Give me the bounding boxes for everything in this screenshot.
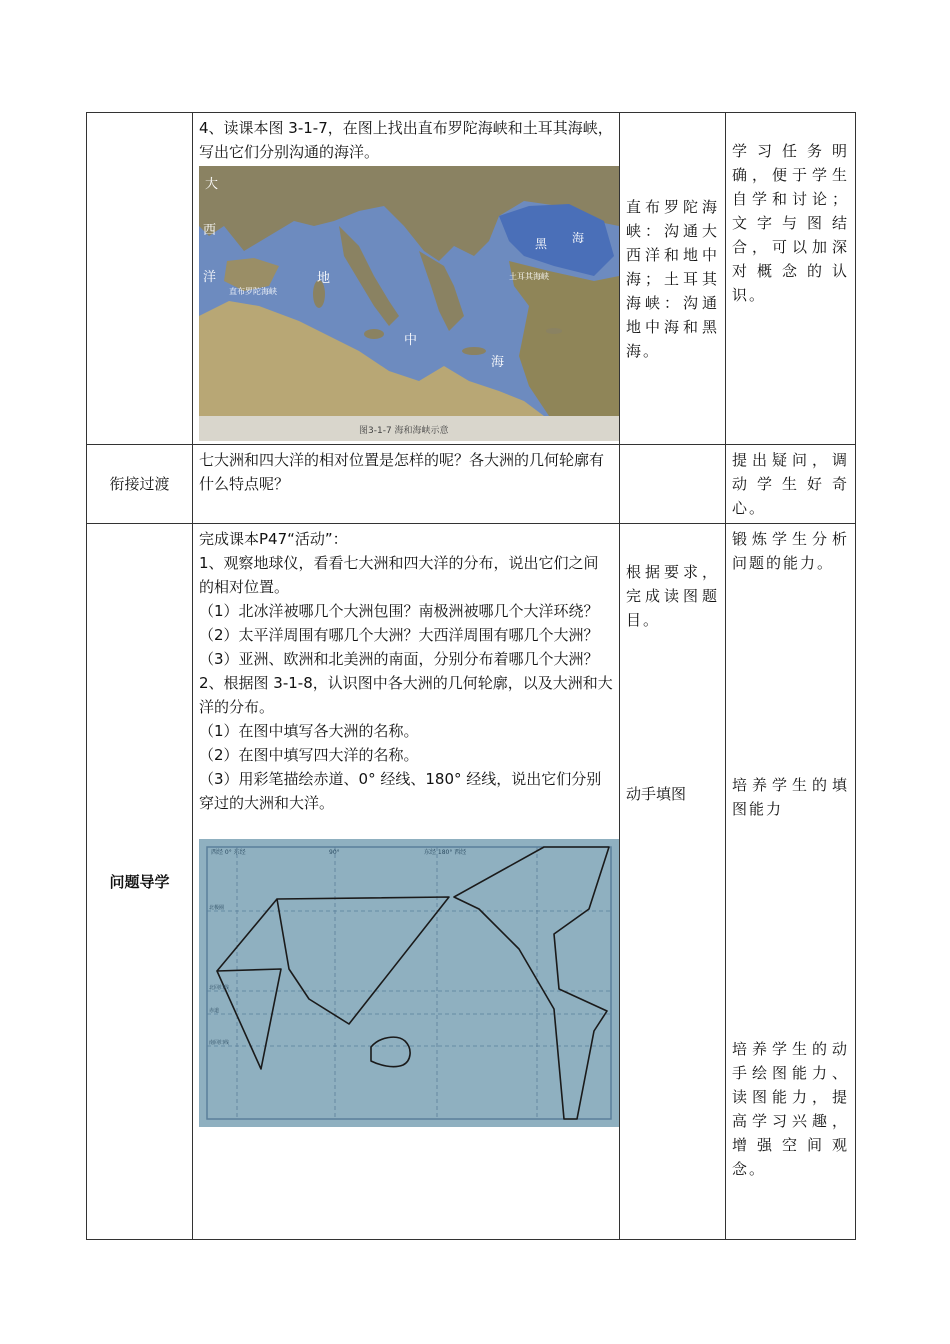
activity-cell bbox=[193, 113, 620, 445]
activity-text: （3）亚洲、欧洲和北美洲的南面，分别分布着哪几个大洲？ bbox=[199, 650, 599, 668]
table-row bbox=[87, 113, 856, 445]
grid-label-top-left: 西经 0° 东经 bbox=[211, 849, 246, 856]
activity-text: 4、读课本图 3-1-7，在图上找出直布罗陀海峡和土耳其海峡，写出它们分别沟通的海洋。 bbox=[199, 119, 613, 161]
activity-text: 1、观察地球仪，看看七大洲和四大洋的分布，说出它们之间的相对位置。 bbox=[199, 554, 599, 596]
student-activity-cell bbox=[620, 524, 726, 1240]
activity-text: （1）北冰洋被哪几个大洲包围？南极洲被哪几个大洋环绕？ bbox=[199, 602, 599, 620]
map-caption: 图3-1-7 海和海峡示意 bbox=[359, 426, 449, 436]
design-intent-cell bbox=[726, 445, 856, 524]
map-label-hei: 黑 bbox=[535, 237, 548, 251]
design-intent-text: 提出疑问，调动学生好奇心。 bbox=[732, 451, 849, 517]
activity-text: （2）在图中填写四大洋的名称。 bbox=[199, 746, 419, 764]
student-activity-text: 动手填图 bbox=[626, 785, 687, 803]
stage-label: 问题导学 bbox=[109, 872, 170, 891]
design-intent-text: 培养学生的动手绘图能力、读图能力，提高学习兴趣，增强空间观念。 bbox=[732, 1040, 849, 1178]
student-activity-cell bbox=[620, 445, 726, 524]
map-label-hai: 海 bbox=[491, 355, 505, 370]
student-activity-cell bbox=[620, 113, 726, 445]
continent-outline-map-photo bbox=[199, 839, 619, 1127]
activity-text: 完成课本P47“活动”： bbox=[199, 530, 348, 548]
grid-label-arctic: 北极圈 bbox=[209, 905, 225, 911]
map-label-turkish: 土耳其海峡 bbox=[509, 272, 549, 281]
design-intent-cell bbox=[726, 113, 856, 445]
map-label-yang: 洋 bbox=[203, 270, 217, 285]
stage-cell bbox=[87, 524, 193, 1240]
activity-text: 2、根据图 3-1-8，认识图中各大洲的几何轮廓，以及大洲和大洋的分布。 bbox=[199, 674, 613, 716]
map-label-da: 大 bbox=[205, 177, 219, 192]
table-row bbox=[87, 445, 856, 524]
grid-label-top-mid: 东经 180° 西经 bbox=[424, 849, 467, 856]
grid-label-tropic-s: 南回归线 bbox=[209, 1040, 230, 1046]
student-activity-text: 直布罗陀海峡：沟通大西洋和地中海；土耳其海峡：沟通地中海和黑海。 bbox=[626, 197, 719, 360]
map-label-zhong: 中 bbox=[404, 333, 418, 348]
map-label-gibraltar: 直布罗陀海峡 bbox=[229, 287, 277, 296]
grid-label-equator: 赤道 bbox=[209, 1008, 220, 1014]
design-intent-text: 锻炼学生分析问题的能力。 bbox=[732, 530, 849, 572]
map-label-hei-hai: 海 bbox=[572, 231, 585, 245]
grid-label-90: 90° bbox=[329, 849, 340, 856]
activity-text: 七大洲和四大洋的相对位置是怎样的呢？各大洲的几何轮廓有什么特点呢？ bbox=[199, 451, 605, 493]
activity-cell bbox=[193, 524, 620, 1240]
student-activity-text: 根据要求，完成读图题目。 bbox=[626, 563, 719, 629]
activity-text: （2）太平洋周围有哪几个大洲？大西洋周围有哪几个大洲？ bbox=[199, 626, 599, 644]
lesson-plan-table bbox=[86, 112, 856, 1240]
design-intent-text: 培养学生的填图能力 bbox=[732, 776, 849, 818]
stage-label: 衔接过渡 bbox=[109, 475, 170, 493]
table-row bbox=[87, 524, 856, 1240]
activity-text: （3）用彩笔描绘赤道、0° 经线、180° 经线，说出它们分别穿过的大洲和大洋。 bbox=[199, 770, 602, 812]
activity-text: （1）在图中填写各大洲的名称。 bbox=[199, 722, 419, 740]
map-label-di: 地 bbox=[317, 271, 331, 286]
stage-cell bbox=[87, 445, 193, 524]
activity-cell bbox=[193, 445, 620, 524]
stage-cell bbox=[87, 113, 193, 445]
mediterranean-map-photo bbox=[199, 166, 619, 441]
map-label-xi: 西 bbox=[203, 223, 217, 238]
design-intent-cell bbox=[726, 524, 856, 1240]
grid-label-tropic-n: 北回归线 bbox=[209, 985, 230, 991]
design-intent-text: 学习任务明确，便于学生自学和讨论；文字与图结合，可以加深对概念的认识。 bbox=[732, 142, 849, 304]
